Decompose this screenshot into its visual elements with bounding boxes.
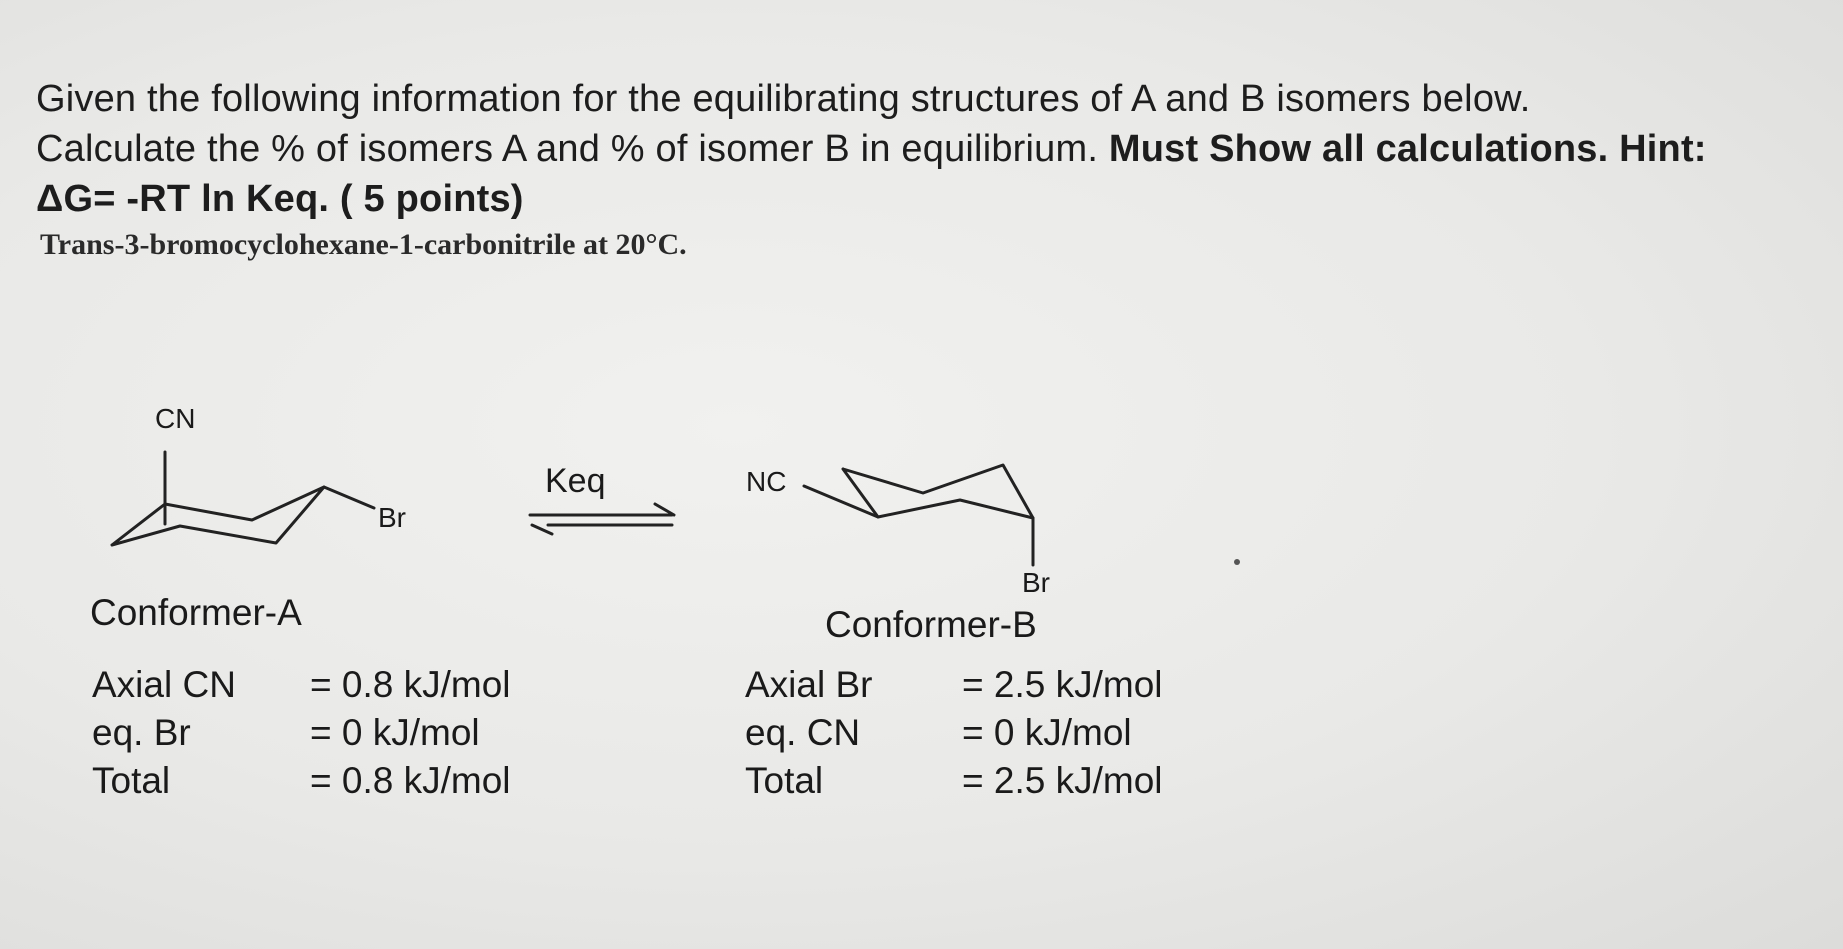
- conformer-a-row-axial-cn-value: = 0.8 kJ/mol: [310, 664, 511, 705]
- conformer-b-br-label: Br: [1022, 567, 1050, 598]
- conformer-b-row-axial-br-label: Axial Br: [745, 664, 873, 705]
- conformer-a-br-equatorial-bond: [324, 487, 374, 508]
- conformer-b-row-total-label: Total: [745, 760, 824, 801]
- conformer-b-row-total-value: = 2.5 kJ/mol: [962, 760, 1163, 801]
- conformer-b-title: Conformer-B: [825, 604, 1037, 645]
- conformer-a-chair-ring: [112, 487, 324, 545]
- question-line-2-bold: Must Show all calculations. Hint:: [1108, 128, 1707, 170]
- question-line-1: Given the following information for the equilibrating structures of A and B isomers below.: [36, 78, 1531, 120]
- conformer-a-row-eq-br-value: = 0 kJ/mol: [310, 712, 480, 753]
- conformer-b-row-axial-br-value: = 2.5 kJ/mol: [962, 664, 1163, 705]
- conformer-b-chair-ring: [843, 465, 1033, 518]
- conformer-a-title: Conformer-A: [90, 592, 302, 633]
- keq-label: Keq: [545, 462, 606, 500]
- question-hint-formula: ΔG= -RT ln Keq. ( 5 points): [36, 178, 524, 220]
- conformer-a-br-label: Br: [378, 502, 406, 533]
- compound-name: Trans-3-bromocyclohexane-1-carbonitrile at 20°C.: [40, 228, 687, 261]
- conformer-a-row-total-label: Total: [92, 760, 171, 801]
- conformer-a-row-eq-br-label: eq. Br: [92, 712, 191, 753]
- conformer-b-row-eq-cn-label: eq. CN: [745, 712, 861, 753]
- question-line-2-normal: Calculate the % of isomers A and % of isomer B in equilibrium.: [36, 128, 1099, 170]
- forward-arrow-head: [655, 504, 674, 515]
- conformer-a-row-axial-cn-label: Axial CN: [92, 664, 236, 705]
- stray-mark: [1234, 559, 1240, 565]
- conformer-a-row-total-value: = 0.8 kJ/mol: [310, 760, 511, 801]
- conformer-a-cn-label: CN: [155, 403, 196, 434]
- conformer-b-row-eq-cn-value: = 0 kJ/mol: [962, 712, 1132, 753]
- conformer-b-nc-label: NC: [746, 466, 787, 497]
